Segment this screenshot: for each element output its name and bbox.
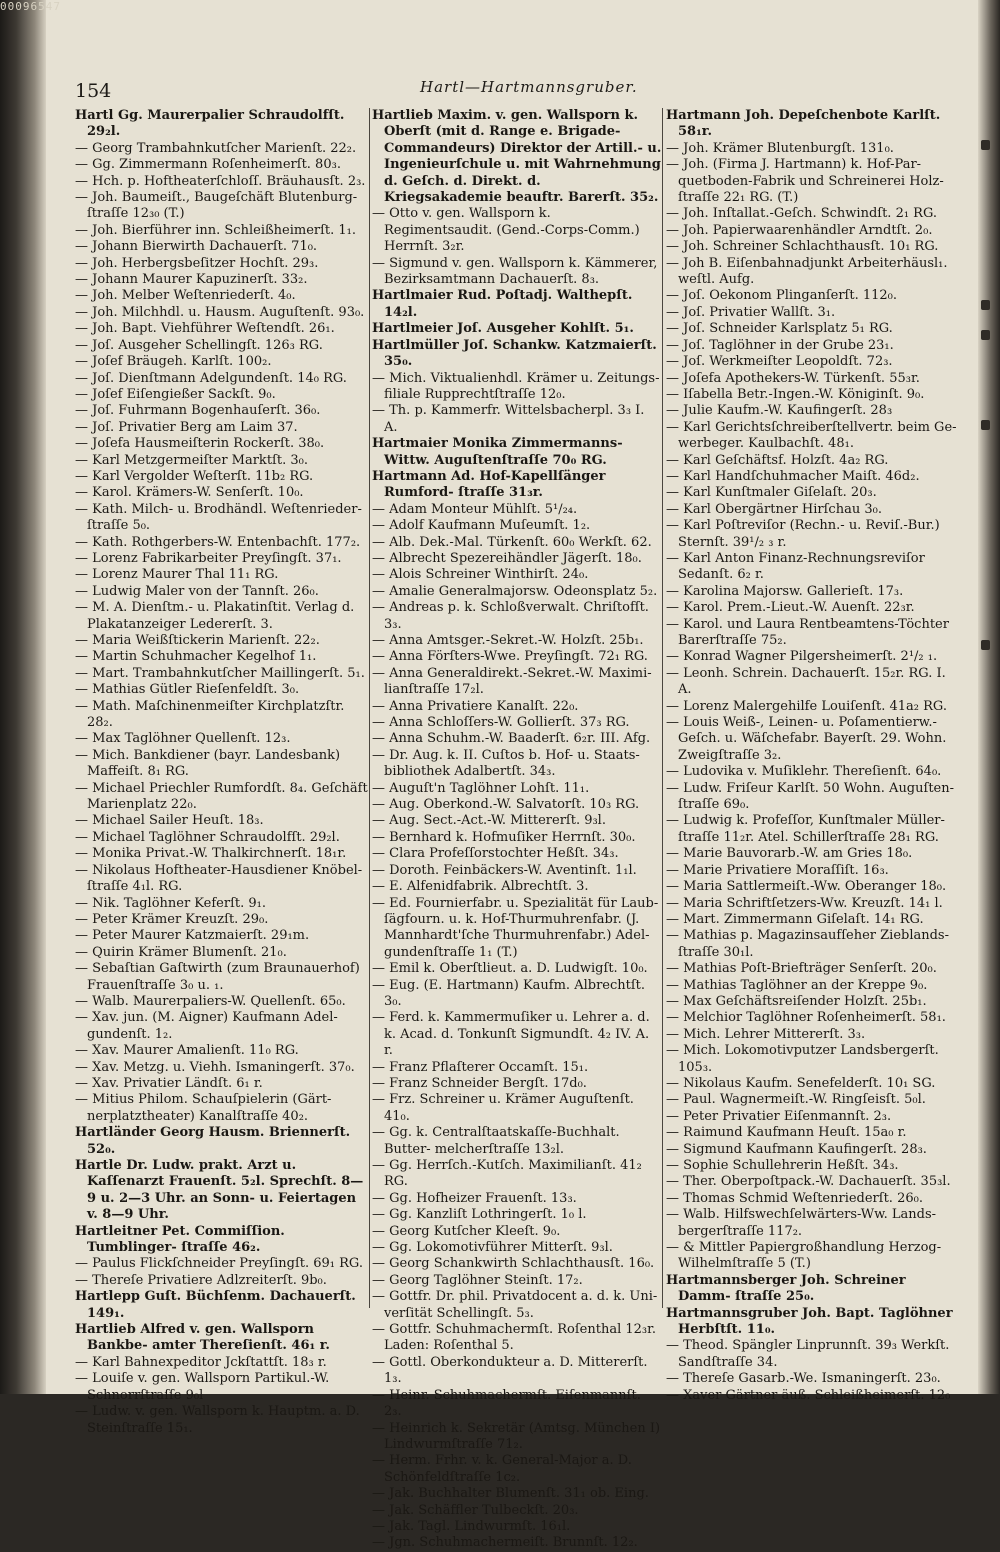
directory-entry: — Otto v. gen. Wallsporn k. Regimentsaudit. (Gend.-Corps-Comm.) Herrnſt. 3₂r. bbox=[372, 206, 640, 255]
directory-entry: — Mathias Taglöhner an der Kreppe 9₀. bbox=[666, 977, 928, 993]
directory-entry: — Joh. Schreiner Schlachthausſt. 10₁ RG. bbox=[666, 239, 939, 255]
directory-entry: — Peter Krämer Kreuzſt. 29₀. bbox=[75, 911, 269, 927]
directory-entry: — Leonh. Schrein. Dachauerſt. 15₂r. RG. I. A. bbox=[666, 665, 946, 698]
directory-entry: — Nikolaus Hoftheater-Hausdiener Knöbel- ſtraſſe 4₁l. RG. bbox=[75, 862, 363, 895]
directory-entry: — Konrad Wagner Pilgersheimerſt. 2¹/₂ ₁. bbox=[666, 649, 938, 665]
directory-entry: — Hch. p. Hoftheaterſchloſſ. Bräuhausſt. 2₃. bbox=[75, 173, 366, 189]
directory-entry: — Sebaſtian Gaſtwirth (zum Braunauerhof) Frauenſtraſſe 3₀ u. ₁. bbox=[75, 961, 360, 993]
directory-entry: — Joſ. Privatier Wallſt. 3₁. bbox=[666, 304, 836, 320]
directory-entry: Hartlmüller Joſ. Schankw. Katzmaierſt. 35₀. bbox=[372, 337, 657, 370]
directory-entry: — Mich. Bankdiener (bayr. Landesbank) Maffeiſt. 8₁ RG. bbox=[75, 747, 341, 780]
directory-entry: — Anna Förſters-Wwe. Preyſingſt. 72₁ RG. bbox=[372, 649, 648, 665]
directory-entry: — Anna Amtsger.-Sekret.-W. Holzſt. 25b₁. bbox=[372, 633, 644, 648]
column-divider bbox=[662, 108, 663, 1308]
directory-entry: — Karl Metzgermeiſter Marktſt. 3₀. bbox=[75, 452, 308, 468]
directory-entry: — Louis Weiß-, Leinen- u. Poſamentierw.- Geſch. u. Wäſchefabr. Bayerſt. 29. Wohn. Zweigſtraſſe 3₂. bbox=[666, 715, 947, 763]
directory-entry: — Walb. Hilfswechſelwärters-Ww. Lands- bergerſtraſſe 117₂. bbox=[666, 1207, 937, 1239]
directory-entry: — Gg. Lokomotivführer Mitterſt. 9₃l. bbox=[372, 1240, 613, 1256]
directory-entry: Hartleitner Pet. Commiſſion. Tumblinger- ſtraſſe 46₂. bbox=[75, 1223, 285, 1256]
directory-entry: — Jak. Tagl. Lindwurmſt. 16₁l. bbox=[372, 1518, 571, 1534]
directory-entry: — Bernhard k. Hofmuſiker Herrnſt. 30₀. bbox=[372, 829, 636, 845]
directory-entry: — Anna Privatiere Kanalſt. 22₀. bbox=[372, 698, 579, 714]
directory-entry: — Julie Kaufm.-W. Kaufingerſt. 28₃ bbox=[666, 403, 893, 419]
directory-entry: — Ther. Oberpoſtpack.-W. Dachauerſt. 35₃l. bbox=[666, 1174, 951, 1190]
directory-entry: Hartmann Joh. Depeſchenbote Karlſt. 58₁r. bbox=[666, 108, 941, 140]
directory-entry: Hartlepp Guſt. Büchſenm. Dachauerſt. 149₁. bbox=[75, 1289, 356, 1321]
directory-entry: — Karol. Prem.-Lieut.-W. Auenſt. 22₃r. bbox=[666, 600, 915, 616]
book-spine-shadow bbox=[0, 0, 46, 1394]
directory-entry: Hartmannsgruber Joh. Bapt. Taglöhner Herbſtſt. 11₀. bbox=[666, 1305, 953, 1338]
directory-entry: — Quirin Krämer Blumenſt. 21₀. bbox=[75, 944, 287, 960]
directory-entry: — Ludw. v. gen. Wallsporn k. Hauptm. a. D. Steinſtraſſe 15₁. bbox=[75, 1404, 360, 1436]
directory-entry: — Xav. jun. (M. Aigner) Kaufmann Adel- gundenſt. 1₂. bbox=[75, 1010, 338, 1042]
directory-entry: — Maria Weißſtickerin Marienſt. 22₂. bbox=[75, 633, 320, 648]
directory-entry: — Karl Geſchäftsf. Holzſt. 4a₂ RG. bbox=[666, 452, 889, 468]
directory-entry: — Thereſe Gasarb.-We. Ismaningerſt. 23₀. bbox=[666, 1371, 941, 1387]
column-right bbox=[666, 108, 961, 1404]
directory-entry: — Joh. Bierführer inn. Schleißheimerſt. 1₁. bbox=[75, 222, 357, 238]
directory-entry: — Joh. Inſtallat.-Geſch. Schwindſt. 2₁ RG. bbox=[666, 206, 938, 222]
directory-entry: — Karl Poſtreviſor (Rechn.- u. Reviſ.-Bur.) Sternſt. 39¹/₂ ₃ r. bbox=[666, 518, 940, 550]
directory-entry: — Aug. Sect.-Act.-W. Mittererſt. 9₃l. bbox=[372, 813, 606, 829]
directory-entry: — Karl Vergolder Weſterſt. 11b₂ RG. bbox=[75, 468, 314, 484]
directory-entry: — Alb. Dek.-Mal. Türkenſt. 60₀ Werkſt. 62. bbox=[372, 534, 652, 550]
directory-entry: — Karol. Krämers-W. Senſerſt. 10₀. bbox=[75, 485, 304, 501]
directory-entry: — Lorenz Fabrikarbeiter Preyſingſt. 37₁. bbox=[75, 550, 342, 566]
directory-entry: Hartlmeier Joſ. Ausgeher Kohlſt. 5₁. bbox=[372, 321, 634, 337]
directory-entry: — Karl Obergärtner Hirſchau 3₀. bbox=[666, 501, 882, 517]
directory-entry: — Jgn. Schuhmachermeiſt. Brunnſt. 12₂. bbox=[372, 1535, 638, 1551]
directory-entry: — Georg Taglöhner Steinſt. 17₂. bbox=[372, 1272, 583, 1288]
directory-entry: — Joſ. Ausgeher Schellingſt. 126₃ RG. bbox=[75, 337, 323, 353]
directory-entry: — Karl Bahnexpeditor Jckſtattſt. 18₃ r. bbox=[75, 1354, 327, 1370]
directory-entry: — Thomas Schmid Weſtenriederſt. 26₀. bbox=[666, 1190, 923, 1206]
directory-entry: — Monika Privat.-W. Thalkirchnerſt. 18₁r. bbox=[75, 846, 347, 862]
directory-entry: — Dr. Aug. k. II. Cuſtos b. Hof- u. Staats- bibliothek Adalbertſt. 34₃. bbox=[372, 747, 640, 780]
directory-entry: — Max Taglöhner Quellenſt. 12₃. bbox=[75, 731, 291, 747]
running-head: Hartl—Hartmannsgruber. bbox=[420, 78, 638, 96]
directory-entry: — Nikolaus Kaufm. Senefelderſt. 10₁ SG. bbox=[666, 1075, 936, 1091]
directory-entry: — Karol. und Laura Rentbeamtens-Töchter Barerſtraſſe 75₂. bbox=[666, 616, 949, 648]
directory-entry: — Aug. Oberkond.-W. Salvatorſt. 10₃ RG. bbox=[372, 797, 640, 813]
directory-entry: — Anna Schloſſers-W. Gollierſt. 37₃ RG. bbox=[372, 715, 630, 731]
directory-entry: — Paulus Flickſchneider Preyſingſt. 69₁ RG. bbox=[75, 1256, 363, 1272]
directory-entry: — Max Geſchäftsreiſender Holzſt. 25b₁. bbox=[666, 993, 927, 1009]
directory-entry: — Gottfr. Schuhmachermſt. Roſenthal 12₃r. Laden: Roſenthal 5. bbox=[372, 1322, 657, 1354]
directory-entry: — Georg Schankwirth Schlachthausſt. 16₀. bbox=[372, 1256, 655, 1272]
page-edge-tabs bbox=[978, 0, 1000, 1394]
directory-entry: — Joſ. Privatier Berg am Laim 37. bbox=[75, 419, 298, 435]
directory-entry: — Gg. k. Centralſtaatskaſſe-Buchhalt. Butter- melcherſtraſſe 13₂l. bbox=[372, 1125, 620, 1157]
directory-entry: Hartl Gg. Maurerpalier Schraudolfſt. 29₂l. bbox=[75, 108, 345, 140]
directory-entry: — Andreas p. k. Schloßverwalt. Chriſtofſt. 3₃. bbox=[372, 600, 649, 632]
directory-entry: — Joh. Bapt. Viehführer Weſtendſt. 26₁. bbox=[75, 321, 335, 337]
directory-entry: — Joſ. Taglöhner in der Grube 23₁. bbox=[666, 337, 894, 353]
directory-entry: — Joh. Papierwaarenhändler Arndtſt. 2₀. bbox=[666, 222, 933, 238]
directory-entry: Hartle Dr. Ludw. prakt. Arzt u. Kaſſenarzt Frauenſt. 5₂l. Sprechſt. 8—9 u. 2—3 Uhr. an Sonn- u. Feiertagen v. 8—9 Uhr. bbox=[75, 1158, 364, 1223]
directory-entry: — Karl Gerichtsſchreiberſtellvertr. beim Ge- werbeger. Kaulbachſt. 48₁. bbox=[666, 419, 957, 452]
directory-entry: — Clara Profeſſorstochter Heßſt. 34₃. bbox=[372, 846, 619, 862]
directory-entry: — Franz Schneider Bergſt. 17d₀. bbox=[372, 1075, 587, 1091]
directory-entry: — Martin Schuhmacher Kegelhof 1₁. bbox=[75, 649, 317, 665]
directory-entry: — Anna Generaldirekt.-Sekret.-W. Maximi- lianſtraſſe 17₂l. bbox=[372, 665, 652, 698]
directory-entry: — Anna Schuhm.-W. Baaderſt. 6₂r. III. Afg. bbox=[372, 731, 651, 747]
directory-entry: — Heinr. Schuhmachermſt. Eiſenmannſt. 2₃. bbox=[372, 1387, 641, 1420]
directory-entry: — Paul. Wagnermeiſt.-W. Ringſeisſt. 5₀l. bbox=[666, 1092, 926, 1108]
directory-entry: — Adam Monteur Mühlſt. 5¹/₂₄. bbox=[372, 501, 578, 517]
directory-entry: — Melchior Taglöhner Roſenheimerſt. 58₁. bbox=[666, 1010, 946, 1026]
directory-entry: — Lorenz Maurer Thal 11₁ RG. bbox=[75, 567, 279, 583]
directory-entry: — Kath. Rothgerbers-W. Entenbachſt. 177₂. bbox=[75, 534, 361, 550]
directory-entry: — Heinrich k. Sekretär (Amtsg. München I) Lindwurmſtraſſe 71₂. bbox=[372, 1420, 661, 1452]
directory-entry: — Iſabella Betr.-Ingen.-W. Königinſt. 9₀. bbox=[666, 386, 925, 402]
page-number: 154 bbox=[75, 80, 112, 102]
directory-entry: — Adolf Kaufmann Muſeumſt. 1₂. bbox=[372, 518, 591, 534]
directory-entry: — Joh. Krämer Blutenburgſt. 131₀. bbox=[666, 140, 894, 156]
directory-entry: — Johann Bierwirth Dachauerſt. 71₀. bbox=[75, 239, 318, 255]
directory-entry: — Joſ. Werkmeiſter Leopoldſt. 72₃. bbox=[666, 354, 893, 370]
directory-entry: — Marie Bauvorarb.-W. am Gries 18₀. bbox=[666, 846, 913, 862]
directory-entry: — Joh. Baumeiſt., Baugeſchäft Blutenburg- ſtraſſe 12₃₀ (T.) bbox=[75, 190, 358, 222]
directory-entry: — Ludw. Friſeur Karlſt. 50 Wohn. Auguſten- ſtraſſe 69₀. bbox=[666, 780, 954, 813]
directory-entry: — Theod. Spängler Linprunnſt. 39₃ Werkſt. Sandſtraſſe 34. bbox=[666, 1338, 950, 1370]
directory-entry: — Mich. Viktualienhdl. Krämer u. Zeitungs- filiale Rupprechtſtraſſe 12₀. bbox=[372, 370, 660, 402]
directory-entry: — Thereſe Privatiere Adlzreiterſt. 9b₀. bbox=[75, 1272, 327, 1288]
directory-entry: Hartmann Ad. Hof-Kapellſänger Rumford- ſtraſſe 31₃r. bbox=[372, 468, 606, 501]
column-middle bbox=[372, 108, 662, 1552]
directory-entry: — Gottfr. Dr. phil. Privatdocent a. d. k. Uni- verſität Schellingſt. 5₃. bbox=[372, 1289, 658, 1321]
directory-entry: Hartmannsberger Joh. Schreiner Damm- ſtraſſe 25₀. bbox=[666, 1272, 906, 1305]
directory-entry: — Maria Sattlermeiſt.-Ww. Oberanger 18₀. bbox=[666, 879, 947, 895]
directory-entry: — Joſ. Fuhrmann Bogenhauſerſt. 36₀. bbox=[75, 403, 321, 419]
directory-entry: — Georg Kutſcher Kleeſt. 9₀. bbox=[372, 1223, 561, 1239]
directory-entry: — Joh B. Eiſenbahnadjunkt Arbeiterhäusl₁. weſtl. Aufg. bbox=[666, 255, 948, 288]
directory-entry: — Xav. Privatier Ländſt. 6₁ r. bbox=[75, 1075, 263, 1091]
directory-entry: — Ludwig k. Profeſſor, Kunſtmaler Müller- ſtraſſe 11₂r. Atel. Schillerſtraſſe 28₁ RG. bbox=[666, 813, 945, 845]
directory-entry: — Mathias Gütler Rieſenfeldſt. 3₀. bbox=[75, 682, 300, 698]
directory-entry: — Auguſt'n Taglöhner Lohſt. 11₁. bbox=[372, 780, 590, 796]
directory-entry: — Ludwig Maler von der Tannſt. 26₀. bbox=[75, 583, 319, 599]
directory-entry: — Frz. Schreiner u. Krämer Auguſtenſt. 41₀. bbox=[372, 1092, 634, 1124]
directory-entry: — Eug. (E. Hartmann) Kaufm. Albrechtſt. 3₀. bbox=[372, 977, 646, 1009]
directory-entry: — Math. Maſchinenmeiſter Kirchplatzſtr. 28₂. bbox=[75, 698, 345, 731]
directory-entry: — Peter Maurer Katzmaierſt. 29₁m. bbox=[75, 928, 310, 944]
directory-entry: — Jak. Schäffler Tulbeckſt. 20₃. bbox=[372, 1502, 579, 1518]
directory-entry: — Johann Maurer Kapuzinerſt. 33₂. bbox=[75, 272, 308, 288]
directory-entry: — Sigmund v. gen. Wallsporn k. Kämmerer, Bezirksamtmann Dachauerſt. 8₃. bbox=[372, 255, 658, 288]
directory-entry: — Mart. Zimmermann Giſelaſt. 14₁ RG. bbox=[666, 911, 924, 927]
directory-entry: — Walb. Maurerpaliers-W. Quellenſt. 65₀. bbox=[75, 993, 346, 1009]
directory-entry: — Xaver Gärtner äuß. Schleißheimerſt. 12₀ bbox=[666, 1387, 951, 1403]
directory-entry: — Joſ. Dienſtmann Adelgundenſt. 14₀ RG. bbox=[75, 370, 347, 386]
directory-entry: — Gg. Herrſch.-Kutſch. Maximilianſt. 41₂ RG. bbox=[372, 1158, 642, 1190]
directory-entry: — Louiſe v. gen. Wallsporn Partikul.-W. Schnorrſtraſſe 9₀l bbox=[75, 1371, 330, 1403]
directory-entry: — Gottl. Oberkondukteur a. D. Mittererſt. 1₃. bbox=[372, 1354, 648, 1387]
directory-entry: — Karl Kunſtmaler Giſelaſt. 20₃. bbox=[666, 485, 877, 501]
directory-entry: Hartlmaier Rud. Poſtadj. Walthерſt. 14₂l. bbox=[372, 288, 633, 320]
directory-entry: — Albrecht Spezereihändler Jägerſt. 18₀. bbox=[372, 550, 642, 566]
directory-entry: — Mich. Lehrer Mittererſt. 3₃. bbox=[666, 1026, 866, 1042]
directory-entry: Hartländer Georg Hausm. Briennerſt. 52₀. bbox=[75, 1125, 351, 1157]
directory-entry: — Th. p. Kammerfr. Wittelsbacherpl. 3₃ I. A. bbox=[372, 403, 645, 435]
directory-entry: — Joh. Melber Weſtenriederſt. 4₀. bbox=[75, 288, 296, 304]
directory-entry: Hartlieb Alfred v. gen. Wallsporn Bankbe- amter Thereſienſt. 46₁ r. bbox=[75, 1322, 330, 1354]
directory-entry: — Kath. Milch- u. Brodhändl. Weſtenrieder- ſtraſſe 5₀. bbox=[75, 501, 362, 534]
directory-entry: — Georg Trambahnkutſcher Marienſt. 22₂. bbox=[75, 140, 357, 156]
directory-entry: — Herm. Frhr. v. k. General-Major a. D. Schönfeldſtraſſe 1c₂. bbox=[372, 1453, 632, 1485]
directory-entry: — Michael Priechler Rumfordſt. 8₄. Geſchäft Marienplatz 22₀. bbox=[75, 780, 368, 813]
scan-identifier: 00096547 bbox=[0, 0, 61, 13]
directory-entry: — Joſefa Hausmeiſterin Rockerſt. 38₀. bbox=[75, 436, 325, 452]
directory-entry: Hartlieb Maxim. v. gen. Wallsporn k. Oberſt (mit d. Range e. Brigade-Commandeurs) Direktor der Artill.- u. Ingenieurſchule u. mit Wahrnehmung d. Geſch. d. Direkt. d. Kriegsakademie beauftr. Barerſt. 35₂. bbox=[372, 108, 662, 206]
directory-entry: — Mathias Poſt-Briefträger Senſerſt. 20₀. bbox=[666, 961, 937, 977]
directory-entry: — Peter Privatier Eiſenmannſt. 2₃. bbox=[666, 1108, 892, 1124]
directory-entry: — Marie Privatiere Moraſſiſt. 16₃. bbox=[666, 862, 889, 878]
directory-entry: — Jak. Buchhalter Blumenſt. 31₁ ob. Eing. bbox=[372, 1486, 649, 1502]
directory-entry: — & Mittler Papiergroßhandlung Herzog- Wilhelmſtraſſe 5 (T.) bbox=[666, 1240, 942, 1272]
directory-entry: — Raimund Kaufmann Heuſt. 15a₀ r. bbox=[666, 1125, 907, 1141]
directory-entry: — Joſ. Schneider Karlsplatz 5₁ RG. bbox=[666, 321, 893, 337]
directory-entry: — Emil k. Oberſtlieut. a. D. Ludwigſt. 10₀. bbox=[372, 961, 648, 977]
directory-entry: — Michael Sailer Heuſt. 18₃. bbox=[75, 813, 264, 829]
directory-entry: — Maria Schriftſetzers-Ww. Kreuzſt. 14₁ l. bbox=[666, 895, 943, 911]
directory-entry: — Karolina Majorsw. Gallerieſt. 17₃. bbox=[666, 583, 904, 599]
directory-entry: — Ludovika v. Muſiklehr. Thereſienſt. 64₀. bbox=[666, 764, 942, 780]
directory-entry: — Sophie Schullehrerin Heßſt. 34₃. bbox=[666, 1158, 899, 1173]
directory-entry: — Joh. Herbergsbeſitzer Hochſt. 29₃. bbox=[75, 255, 319, 271]
directory-entry: — Joh. Milchhdl. u. Hausm. Auguſtenſt. 93₀. bbox=[75, 304, 365, 320]
directory-entry: — Mitius Philom. Schauſpielerin (Gärt- nerplatztheater) Kanalſtraſſe 40₂. bbox=[75, 1092, 332, 1124]
directory-entry: — Gg. Hofheizer Frauenſt. 13₃. bbox=[372, 1190, 577, 1206]
directory-entry: — Michael Taglöhner Schraudolfſt. 29₂l. bbox=[75, 829, 340, 845]
directory-entry: — Xav. Maurer Amalienſt. 11₀ RG. bbox=[75, 1043, 299, 1059]
directory-entry: — Xav. Metzg. u. Viehh. Ismaningerſt. 37₀. bbox=[75, 1059, 355, 1075]
directory-entry: — Mart. Trambahnkutſcher Maillingerſt. 5₁. bbox=[75, 665, 365, 681]
directory-entry: — Joh. (Firma J. Hartmann) k. Hof-Par- quetboden-Fabrik und Schreinerei Holz- ſtraſſe 22₁ RG. (T.) bbox=[666, 157, 944, 206]
directory-entry: — Karl Handſchuhmacher Maiſt. 46d₂. bbox=[666, 468, 920, 484]
directory-entry: — Mathias p. Magazinsaufſeher Zieblands- ſtraſſe 30₁l. bbox=[666, 928, 949, 960]
directory-entry: — Joſef Bräugeh. Karlſt. 100₂. bbox=[75, 354, 272, 370]
directory-entry: — Sigmund Kaufmann Kaufingerſt. 28₃. bbox=[666, 1141, 927, 1157]
directory-entry: — Joſefa Apothekers-W. Türkenſt. 55₃r. bbox=[666, 370, 920, 386]
directory-entry: — Ed. Fournierfabr. u. Spezialität für Laub- ſägfourn. u. k. Hof-Thurmuhrenfabr. (J. Mannhardt'ſche Thurmuhrenfabr.) Adel- gundenſtraſſe 1₁ (T.) bbox=[372, 895, 659, 960]
directory-entry: — Nik. Taglöhner Keferſt. 9₁. bbox=[75, 895, 267, 911]
directory-entry: — Karl Anton Finanz-Rechnungsreviſor Sedanſt. 6₂ r. bbox=[666, 550, 925, 583]
directory-entry: — Gg. Zimmermann Roſenheimerſt. 80₃. bbox=[75, 157, 341, 173]
directory-entry: — M. A. Dienſtm.- u. Plakatinſtit. Verlag d. Plakatanzeiger Ledererſt. 3. bbox=[75, 600, 355, 632]
directory-entry: — Lorenz Malergehilfe Louiſenſt. 41a₂ RG. bbox=[666, 698, 947, 714]
directory-entry: Hartmaier Monika Zimmermanns-Wittw. Auguſtenſtraſſe 70₀ RG. bbox=[372, 436, 623, 468]
directory-entry: — Amalie Generalmajorsw. Odeonsplatz 5₂. bbox=[372, 583, 658, 599]
column-left bbox=[75, 108, 370, 1437]
directory-entry: — Ferd. k. Kammermuſiker u. Lehrer a. d. k. Acad. d. Tonkunſt Sigmundſt. 4₂ IV. A. r. bbox=[372, 1010, 650, 1059]
directory-entry: — Mich. Lokomotivputzer Landsbergerſt. 105₃. bbox=[666, 1043, 939, 1075]
directory-entry: — Joſ. Oekonom Plinganſerſt. 112₀. bbox=[666, 288, 898, 304]
directory-entry: — Alois Schreiner Winthirſt. 24₀. bbox=[372, 567, 589, 583]
directory-entry: — Doroth. Feinbäckers-W. Aventinſt. 1₁l. bbox=[372, 862, 637, 878]
directory-entry: — Franz Pflaſterer Occamſt. 15₁. bbox=[372, 1059, 589, 1075]
directory-entry: — Gg. Kanzliſt Lothringerſt. 1₀ l. bbox=[372, 1207, 587, 1223]
directory-entry: — Joſef Eiſengießer Sackſt. 9₀. bbox=[75, 386, 276, 402]
directory-entry: — E. Alfenidfabrik. Albrechtſt. 3. bbox=[372, 879, 589, 895]
